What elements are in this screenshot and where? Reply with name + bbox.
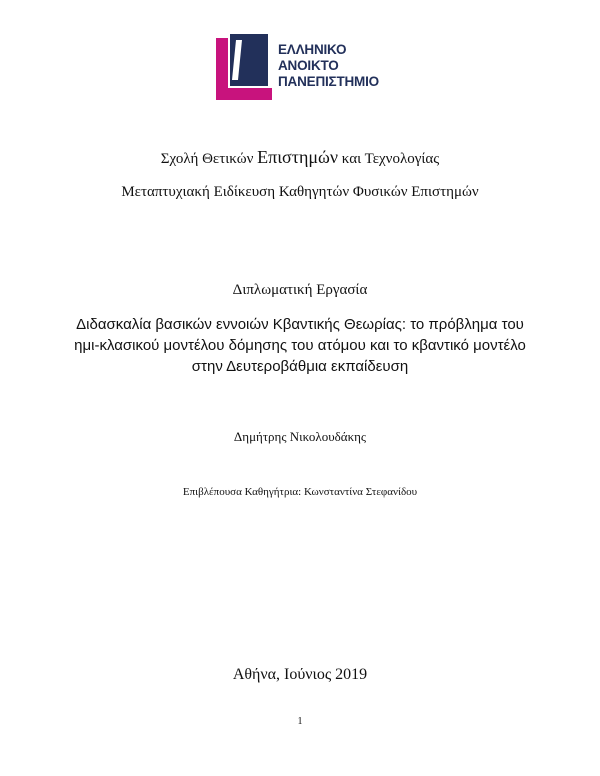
- school-name: [0, 147, 600, 168]
- university-logo: [216, 34, 396, 102]
- program-name: Μεταπτυχιακή Ειδίκευση Καθηγητών Φυσικών Επιστημών: [121, 184, 479, 200]
- logo-line-3: ΠΑΝΕΠΙΣΤΗΜΙΟ: [278, 74, 379, 89]
- logo-emblem-icon: [216, 34, 282, 100]
- thesis-title: [60, 314, 540, 377]
- school-name-part-2: Επιστημών: [257, 147, 339, 167]
- logo-line-1: ΕΛΛΗΝΙΚΟ: [278, 42, 347, 57]
- logo-line-2: ΑΝΟΙΚΤΟ: [278, 58, 339, 73]
- thesis-label: Διπλωματική Εργασία: [232, 282, 368, 298]
- page-number: 1: [297, 716, 303, 727]
- location-date: Αθήνα, Ιούνιος 2019: [232, 666, 368, 683]
- thesis-title-line-3: στην Δευτεροβάθμια εκπαίδευση: [191, 358, 409, 375]
- supervisor: Επιβλέπουσα Καθηγήτρια: Κωνσταντίνα Στεφανίδου: [182, 486, 418, 498]
- author-name: Δημήτρης Νικολουδάκης: [233, 429, 367, 444]
- thesis-title-line-1: Διδασκαλία βασικών εννοιών Κβαντικής Θεωρίας: το πρόβλημα του: [76, 316, 524, 333]
- school-name-part-3: και Τεχνολογίας: [338, 151, 440, 167]
- school-name-part-1: Σχολή Θετικών: [160, 151, 258, 167]
- thesis-title-line-2: ημι-κλασικού μοντέλου δόμησης του ατόμου και το κβαντικό μοντέλο: [74, 337, 526, 354]
- logo-wordmark: [278, 42, 379, 90]
